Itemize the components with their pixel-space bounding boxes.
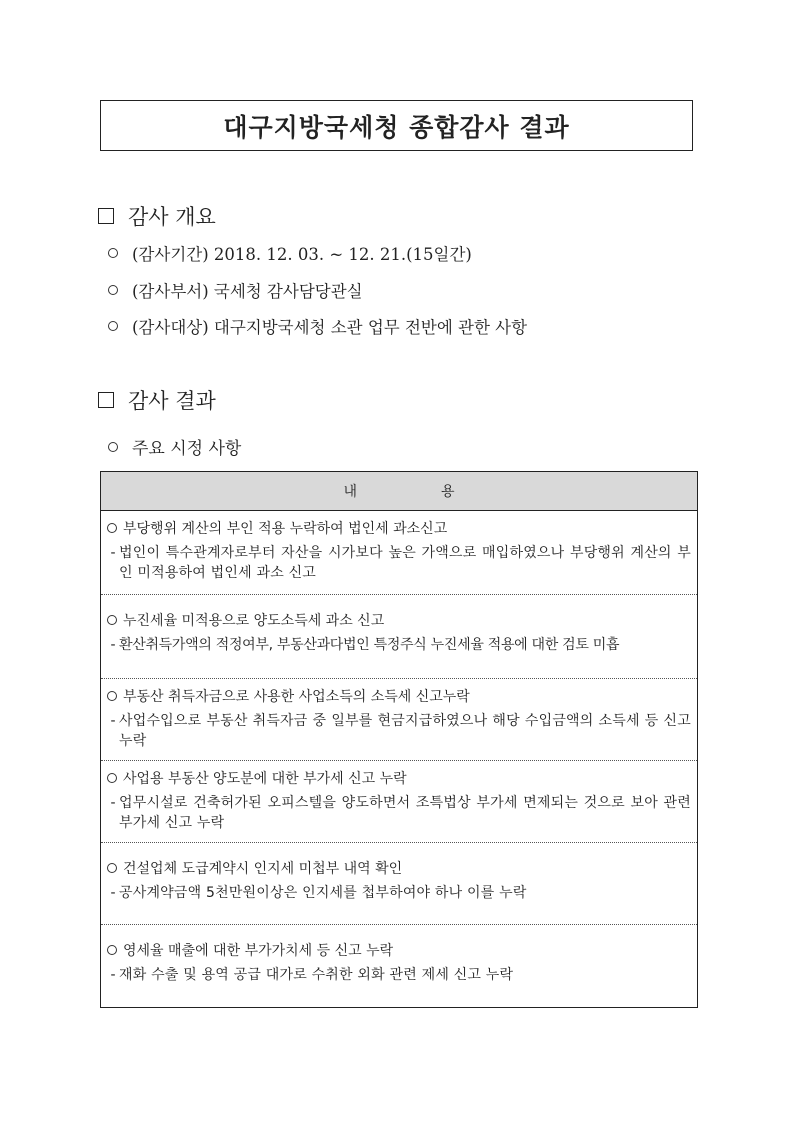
table-row: [101, 843, 697, 925]
row-description-text: 업무시설로 건축허가된 오피스텔을 양도하면서 조특법상 부가세 면제되는 것으로 보아 관련 부가세 신고 누락: [119, 795, 691, 831]
circle-bullet-icon: [108, 285, 118, 295]
circle-bullet-icon: [107, 945, 117, 955]
dash-bullet: -: [110, 967, 116, 983]
table-header-text: 내: [343, 484, 357, 500]
square-bullet-icon: [98, 392, 114, 408]
row-description-text: 공사계약금액 5천만원이상은 인지세를 첩부하여야 하나 이를 누락: [119, 885, 527, 901]
circle-bullet-icon: [107, 615, 117, 625]
row-title-text: 누진세율 미적용으로 양도소득세 과소 신고: [123, 613, 385, 629]
overview-item-department: [108, 278, 363, 302]
dash-bullet: -: [110, 885, 116, 901]
dash-bullet: -: [110, 795, 116, 811]
row-title: [107, 767, 691, 789]
row-description: [107, 635, 691, 655]
table-header: [101, 472, 697, 511]
row-description-text: 법인이 특수관계자로부터 자산을 시가보다 높은 가액으로 매입하였으나 부당행위 계산의 부인 미적용하여 법인세 과소 신고: [119, 545, 691, 581]
table-header-text: 용: [441, 484, 455, 500]
table-row: [101, 595, 697, 679]
circle-bullet-icon: [108, 321, 118, 331]
document-title: 대구지방국세청 종합감사 결과: [223, 112, 570, 142]
document-title-box: [100, 100, 693, 151]
row-description: [107, 965, 691, 985]
table-row: [101, 511, 697, 595]
row-title: [107, 857, 691, 879]
overview-item-target: [108, 314, 527, 338]
overview-item-text: (감사대상) 대구지방국세청 소관 업무 전반에 관한 사항: [132, 318, 528, 337]
overview-item-text: (감사기간) 2018. 12. 03. ~ 12. 21.(15일간): [132, 245, 472, 264]
row-description-text: 재화 수출 및 용역 공급 대가로 수취한 외화 관련 제세 신고 누락: [119, 967, 514, 983]
row-description: [107, 543, 691, 583]
row-title: [107, 609, 691, 631]
circle-bullet-icon: [108, 442, 118, 452]
row-title-text: 건설업체 도급계약시 인지세 미첩부 내역 확인: [123, 861, 403, 877]
row-description: [107, 793, 691, 833]
overview-item-text: (감사부서) 국세청 감사담당관실: [132, 282, 363, 301]
row-title-text: 부당행위 계산의 부인 적용 누락하여 법인세 과소신고: [123, 521, 448, 537]
row-title-text: 사업용 부동산 양도분에 대한 부가세 신고 누락: [123, 771, 407, 787]
row-title: [107, 939, 691, 961]
circle-bullet-icon: [108, 248, 118, 258]
square-bullet-icon: [98, 208, 114, 224]
results-subheading: [108, 434, 241, 459]
row-title: [107, 685, 691, 707]
section-heading-text: 감사 개요: [128, 205, 216, 229]
table-row: [101, 679, 697, 761]
table-row: [101, 925, 697, 1007]
row-description-text: 사업수입으로 부동산 취득자금 중 일부를 현금지급하였으나 해당 수입금액의 소득세 등 신고 누락: [119, 713, 691, 749]
circle-bullet-icon: [107, 863, 117, 873]
row-description: [107, 711, 691, 751]
row-title: [107, 517, 691, 539]
section-heading-text: 감사 결과: [128, 389, 216, 413]
dash-bullet: -: [110, 713, 116, 729]
circle-bullet-icon: [107, 523, 117, 533]
circle-bullet-icon: [107, 691, 117, 701]
row-description-text: 환산취득가액의 적정여부, 부동산과다법인 특정주식 누진세율 적용에 대한 검토 미흡: [119, 637, 620, 653]
dash-bullet: -: [110, 637, 116, 653]
section-heading-results: [98, 385, 216, 415]
results-subheading-text: 주요 시정 사항: [132, 439, 242, 459]
circle-bullet-icon: [107, 773, 117, 783]
corrections-table: [100, 471, 698, 1008]
row-title-text: 부동산 취득자금으로 사용한 사업소득의 소득세 신고누락: [123, 689, 470, 705]
row-description: [107, 883, 691, 903]
dash-bullet: -: [110, 545, 116, 561]
overview-item-period: [108, 241, 472, 265]
table-row: [101, 761, 697, 843]
row-title-text: 영세율 매출에 대한 부가가치세 등 신고 누락: [123, 943, 394, 959]
section-heading-overview: [98, 201, 216, 231]
